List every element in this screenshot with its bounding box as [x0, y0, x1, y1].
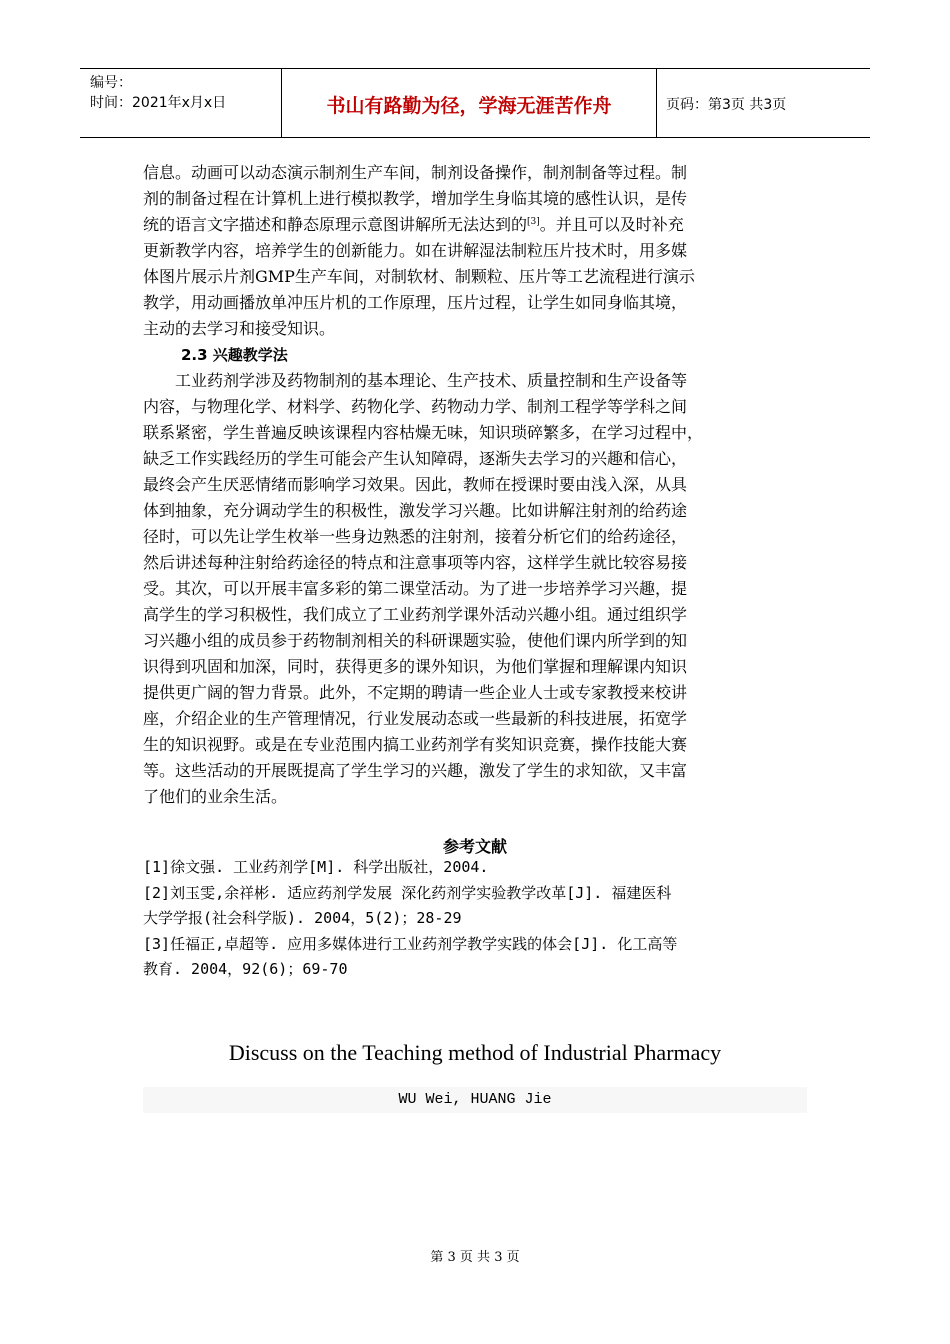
text-line: 径时，可以先让学生枚举一些身边熟悉的注射剂，接着分析它们的给药途径， [143, 527, 688, 546]
references-title: 参考文献 [442, 837, 507, 856]
body-text [143, 160, 807, 810]
english-authors: WU Wei, HUANG Jie [398, 1091, 552, 1108]
text-line: 座，介绍企业的生产管理情况，行业发展动态或一些最新的科技进展，拓宽学 [143, 709, 688, 728]
header-number-label: 编号： [90, 75, 132, 91]
text-line: 等。这些活动的开展既提高了学生学习的兴趣，激发了学生的求知欲，又丰富 [143, 761, 688, 780]
text-line: 习兴趣小组的成员参于药物制剂相关的科研课题实验，使他们课内所学到的知 [143, 631, 688, 650]
text-line: 信息。动画可以动态演示制剂生产车间，制剂设备操作，制剂制备等过程。制 [143, 163, 688, 182]
text-line: 缺乏工作实践经历的学生可能会产生认知障碍，逐渐失去学习的兴趣和信心， [143, 449, 688, 468]
text-line: 剂的制备过程在计算机上进行模拟教学，增加学生身临其境的感性认识，是传 [143, 189, 688, 208]
page-footer: 第 3 页 共 3 页 [430, 1250, 520, 1265]
page-header [80, 68, 870, 138]
reference-line: [1]徐文强. 工业药剂学[M]. 科学出版社，2004. [143, 858, 489, 876]
text-line: 高学生的学习积极性，我们成立了工业药剂学课外活动兴趣小组。通过组织学 [143, 605, 688, 624]
text-line: 联系紧密，学生普遍反映该课程内容枯燥无味，知识琐碎繁多，在学习过程中， [143, 423, 704, 442]
header-time-label: 时间：2021年x月x日 [90, 95, 227, 111]
reference-line: [2]刘玉雯,余祥彬. 适应药剂学发展 深化药剂学实验教学改革[J]. 福建医科 [143, 883, 672, 902]
citation-superscript: [3] [527, 217, 540, 227]
text-segment: 统的语言文字描述和静态原理示意图讲解所无法达到的 [143, 215, 528, 234]
text-segment: 。并且可以及时补充 [539, 215, 684, 234]
text-line: 提供更广阔的智力背景。此外，不定期的聘请一些企业人士或专家教授来校讲 [143, 683, 688, 702]
text-line [143, 212, 807, 238]
text-line: 受。其次，可以开展丰富多彩的第二课堂活动。为了进一步培养学习兴趣，提 [143, 579, 688, 598]
reference-line: 教育. 2004，92(6)；69-70 [143, 960, 348, 979]
references-list [143, 855, 807, 983]
text-line: 了他们的业余生活。 [143, 787, 288, 806]
text-line: 识得到巩固和加深，同时，获得更多的课外知识，为他们掌握和理解课内知识 [143, 657, 688, 676]
text-line: 主动的去学习和接受知识。 [143, 319, 336, 338]
text-line: 工业药剂学涉及药物制剂的基本理论、生产技术、质量控制和生产设备等 [143, 371, 688, 390]
text-line: 教学，用动画播放单冲压片机的工作原理，压片过程，让学生如同身临其境， [143, 293, 688, 312]
header-motto: 书山有路勤为径，学海无涯苦作舟 [326, 95, 612, 117]
text-line: 更新教学内容，培养学生的创新能力。如在讲解湿法制粒压片技术时，用多媒 [143, 241, 688, 260]
text-line: 生的知识视野。或是在专业范围内搞工业药剂学有奖知识竞赛，操作技能大赛 [143, 735, 688, 754]
text-line: 然后讲述每种注射给药途径的特点和注意事项等内容，这样学生就比较容易接 [143, 553, 688, 572]
reference-line: [3]任福正,卓超等. 应用多媒体进行工业药剂学教学实践的体会[J]. 化工高等 [143, 934, 678, 953]
reference-line: 大学学报(社会科学版). 2004，5(2)；28-29 [143, 909, 462, 928]
header-divider [656, 69, 657, 137]
header-page-info: 页码：第3页 共3页 [666, 97, 787, 113]
section-heading: 2.3 兴趣教学法 [181, 346, 288, 364]
text-line: 内容，与物理化学、材料学、药物化学、药物动力学、制剂工程学等学科之间 [143, 397, 688, 416]
english-title: Discuss on the Teaching method of Industrial Pharmacy [228, 1040, 722, 1065]
text-line: 最终会产生厌恶情绪而影响学习效果。因此，教师在授课时要由浅入深，从具 [143, 475, 688, 494]
text-line: 体到抽象，充分调动学生的积极性，激发学习兴趣。比如讲解注射剂的给药途 [143, 501, 688, 520]
text-line: 体图片展示片剂GMP生产车间，对制软材、制颗粒、压片等工艺流程进行演示 [143, 267, 695, 286]
header-meta [90, 73, 226, 113]
